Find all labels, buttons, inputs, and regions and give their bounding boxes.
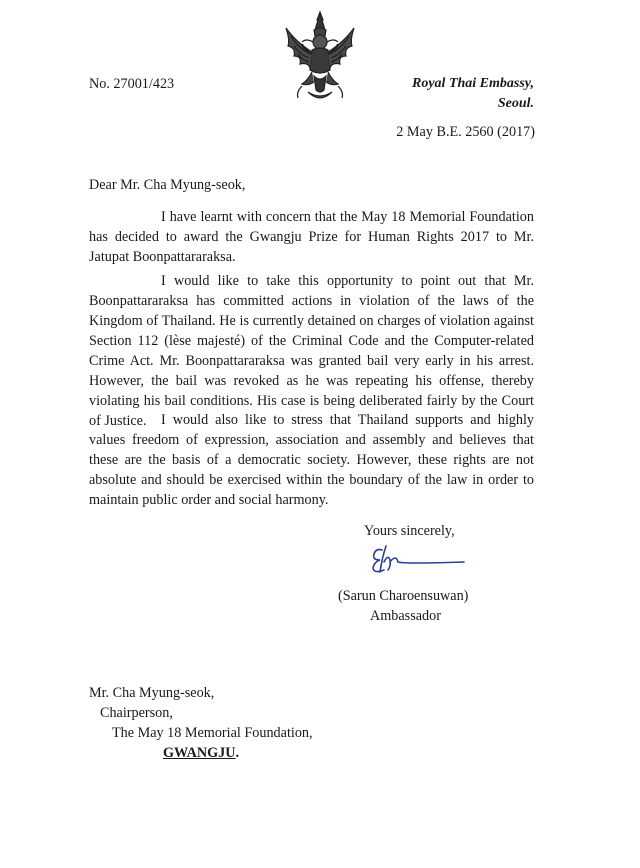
embassy-address	[400, 74, 534, 114]
signatory-name: (Sarun Charoensuwan)	[338, 588, 469, 604]
garuda-emblem-icon	[282, 8, 358, 108]
salutation: Dear Mr. Cha Myung-seok,	[89, 177, 246, 193]
embassy-name: Royal Thai Embassy,	[412, 76, 534, 91]
signatory-title: Ambassador	[370, 608, 441, 624]
embassy-city: Seoul.	[497, 96, 534, 111]
recipient-city	[163, 743, 239, 763]
body-paragraph-1: I have learnt with concern that the May 18 Memorial Foundation has decided to award the Gwangju Prize for Human Rights 2017 to Mr. Jatupat Boonpattararaksa.	[89, 209, 534, 265]
recipient-position: Chairperson,	[100, 705, 173, 721]
handwritten-signature	[368, 540, 468, 578]
recipient-organization: The May 18 Memorial Foundation,	[112, 725, 313, 741]
body-paragraph-3: I would also like to stress that Thailand supports and highly values freedom of expression, association and assembly and believes that these are the basis of a democratic society. However, these rights are not absolute and should be exercised within the boundary of the law in order to maintain public order and social harmony.	[89, 412, 534, 508]
recipient-name: Mr. Cha Myung-seok,	[89, 685, 215, 701]
body-paragraph-2: I would like to take this opportunity to point out that Mr. Boonpattararaksa has committed actions in violation of the laws of the Kingdom of Thailand. He is currently detained on charges of violation against Section 112 (lèse majesté) of the Criminal Code and the Computer-related Crime Act. Mr. Boonpattararaksa was granted bail very early in his arrest. However, the bail was revoked as he was repeating his offense, thereby violating his bail conditions. His case is being deliberated fairly by the Court of Justice.	[89, 273, 534, 429]
recipient-city-suffix: .	[235, 745, 240, 761]
letter-date: 2 May B.E. 2560 (2017)	[396, 124, 535, 140]
recipient-city-name: GWANGJU	[163, 745, 236, 761]
valediction: Yours sincerely,	[364, 523, 455, 539]
reference-number: No. 27001/423	[89, 76, 175, 92]
